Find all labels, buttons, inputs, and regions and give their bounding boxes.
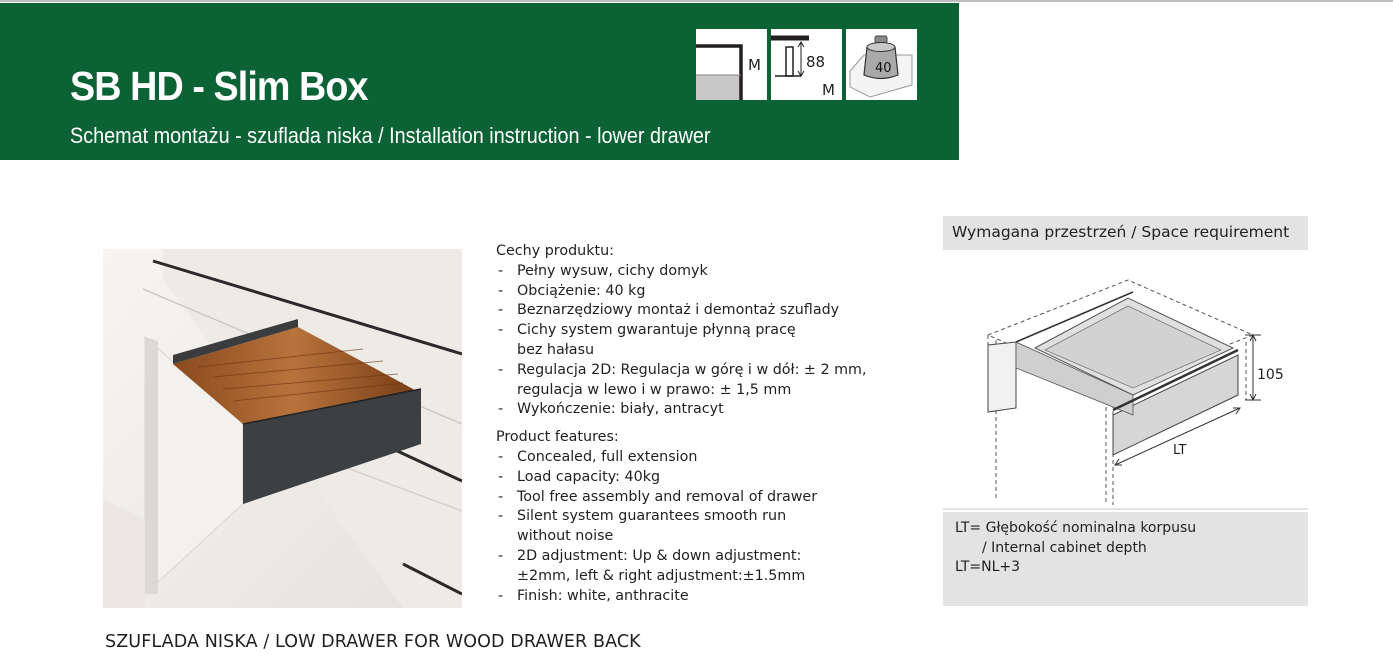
list-item: - Tool free assembly and removal of drawer xyxy=(496,488,896,508)
note-line: LT= Głębokość nominalna korpusu xyxy=(955,520,1197,536)
height-dimension-label: 105 xyxy=(1257,367,1284,383)
height-label: M xyxy=(822,81,835,99)
feature-list xyxy=(496,242,896,606)
list-item: - Silent system guarantees smooth run without noise xyxy=(496,507,807,547)
list-item: - Finish: white, anthracite xyxy=(496,587,896,607)
list-item: - Pełny wysuw, cichy domyk xyxy=(496,262,896,282)
page-subtitle: Schemat montażu - szuflada niska / Installation instruction - lower drawer xyxy=(70,123,711,148)
footer-caption: SZUFLADA NISKA / LOW DRAWER FOR WOOD DRAWER BACK xyxy=(105,632,641,652)
list-item: - Beznarzędziowy montaż i demontaż szuflady xyxy=(496,301,896,321)
list-item: - 2D adjustment: Up & down adjustment: ±2mm, left & right adjustment:±1.5mm xyxy=(496,547,822,587)
list-item: - Cichy system gwarantuje płynną pracę bez hałasu xyxy=(496,321,817,361)
top-rule xyxy=(0,0,1393,2)
panel-divider xyxy=(943,510,1308,512)
features-pl-heading: Cechy produktu: xyxy=(496,243,614,259)
features-pl-list xyxy=(496,262,896,420)
space-diagram xyxy=(943,250,1308,508)
features-en-heading: Product features: xyxy=(496,429,619,446)
list-item: - Concealed, full extension xyxy=(496,448,896,468)
list-item: - Load capacity: 40kg xyxy=(496,468,896,488)
page-title: SB HD - Slim Box xyxy=(70,63,368,109)
space-title: Wymagana przestrzeń / Space requirement xyxy=(952,223,1290,241)
height-icon xyxy=(771,29,842,100)
overlay-label: M xyxy=(748,56,761,74)
note-line: LT=NL+3 xyxy=(955,559,1021,575)
overlay-icon xyxy=(696,29,767,100)
depth-dimension-label: LT xyxy=(1173,443,1187,458)
space-notes xyxy=(955,519,1196,578)
list-item: - Regulacja 2D: Regulacja w górę i w dół: ± 2 mm, regulacja w lewo i w prawo: ± 1,5 mm xyxy=(496,361,887,401)
load-weight-icon xyxy=(846,29,917,100)
product-photo xyxy=(103,249,462,608)
note-line: / Internal cabinet depth xyxy=(982,539,1147,556)
list-item: - Obciążenie: 40 kg xyxy=(496,282,896,302)
load-value: 40 xyxy=(875,61,892,76)
features-en-list xyxy=(496,448,896,606)
list-item: - Wykończenie: biały, antracyt xyxy=(496,400,896,420)
space-requirement-panel xyxy=(943,216,1308,606)
height-value: 88 xyxy=(806,53,826,71)
